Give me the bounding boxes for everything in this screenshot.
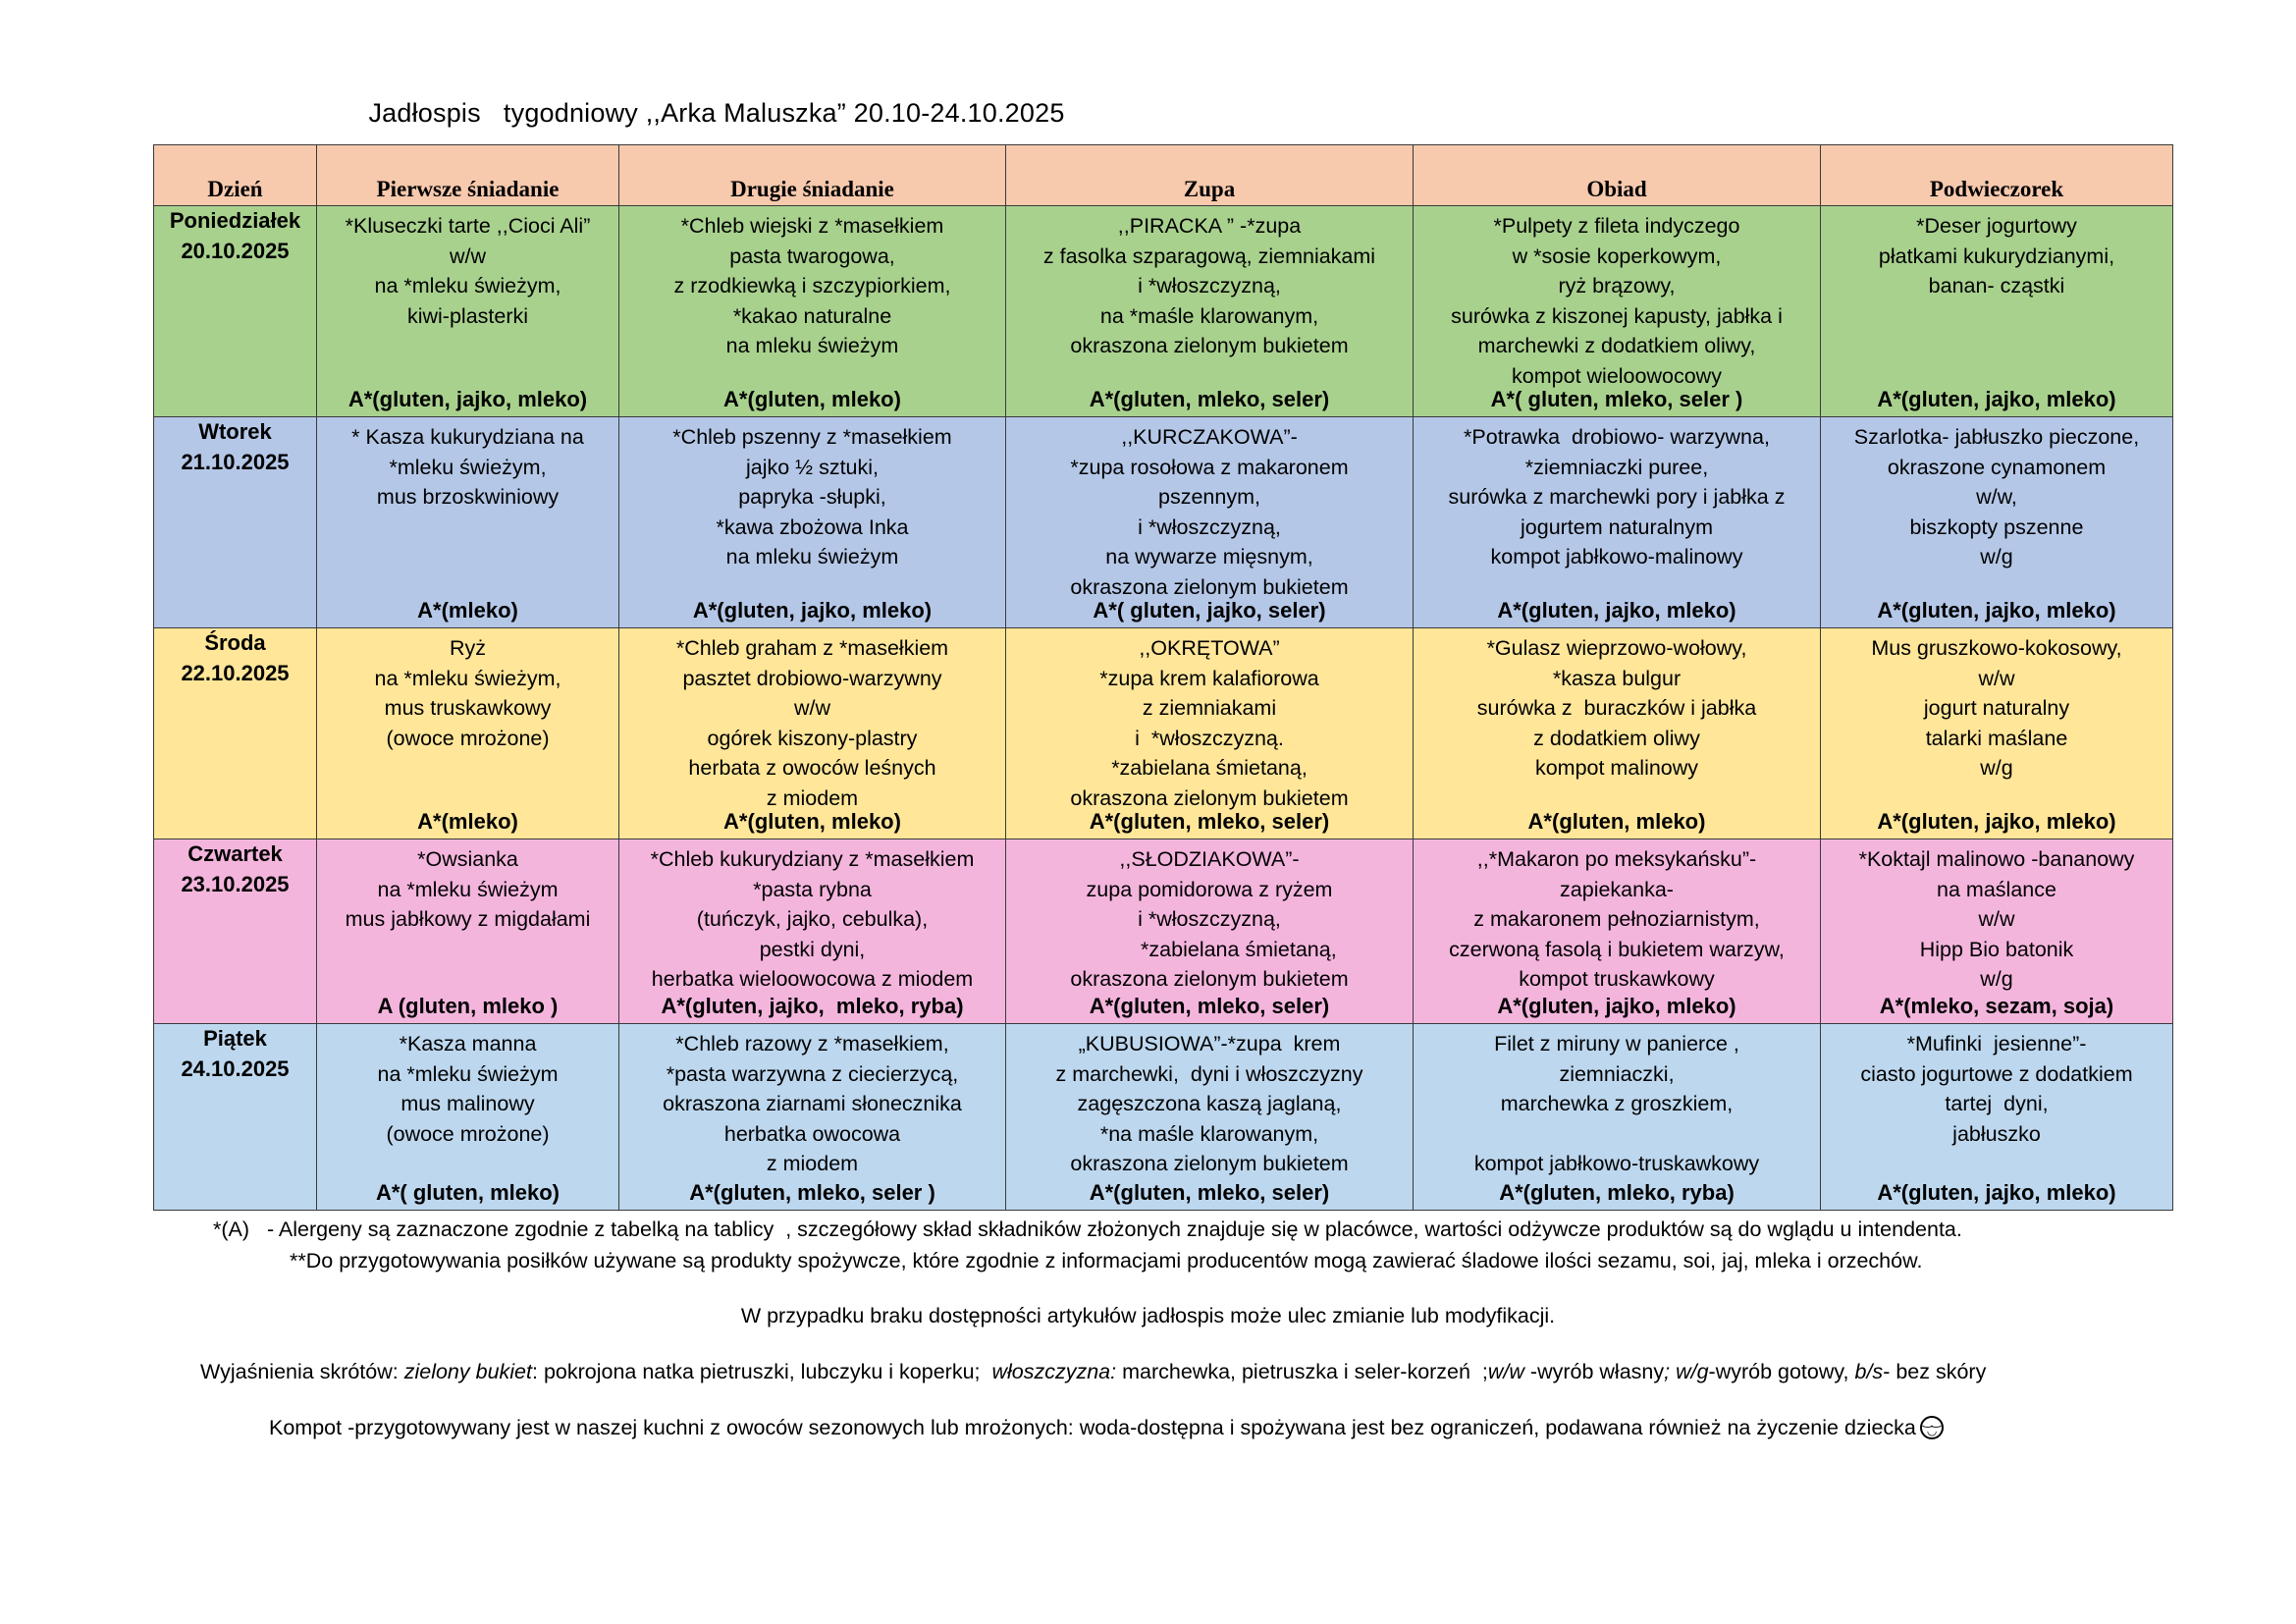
meal-cell-first-breakfast bbox=[317, 628, 619, 839]
day-cell bbox=[154, 628, 317, 839]
meal-line: Filet z miruny w panierce , bbox=[1494, 1032, 1739, 1056]
meal-line: ,,*Makaron po meksykańsku”- bbox=[1476, 847, 1757, 871]
allergen-label: A*(gluten, jajko, mleko) bbox=[1877, 386, 2116, 411]
allergen-label: A*(gluten, mleko) bbox=[723, 386, 901, 411]
meal-line: kompot malinowy bbox=[1534, 756, 1699, 780]
allergen-label: A*(gluten, mleko, seler) bbox=[1089, 808, 1330, 834]
abbrev-def-2: marchewka, pietruszka i seler-korzeń ; bbox=[1116, 1360, 1488, 1383]
meal-line: jogurt naturalny bbox=[1923, 696, 2070, 720]
day-row bbox=[154, 1024, 2173, 1211]
meal-line: w/w bbox=[793, 696, 831, 720]
meal-line: z marchewki, dyni i włoszczyzny bbox=[1055, 1061, 1363, 1086]
meal-line: *zupa krem kalafiorowa bbox=[1099, 666, 1319, 690]
meal-line: *Kasza manna bbox=[399, 1032, 537, 1056]
meal-line: *pasta warzywna z ciecierzycą, bbox=[666, 1061, 959, 1086]
meal-cell-dinner bbox=[1414, 206, 1821, 417]
allergen-label: A*(gluten, jajko, mleko, ryba) bbox=[661, 993, 964, 1018]
meal-line: kompot jabłkowo-truskawkowy bbox=[1473, 1152, 1760, 1175]
abbrev-def-5: - bez skóry bbox=[1883, 1360, 1987, 1383]
meal-cell-soup bbox=[1006, 1024, 1414, 1211]
meal-line: i *włoszczyzną, bbox=[1138, 907, 1281, 931]
meal-line: na *mleku świeżym, bbox=[374, 274, 561, 298]
meal-cell-first-breakfast bbox=[317, 417, 619, 628]
smiley-icon bbox=[1920, 1416, 1944, 1439]
meal-line: *Gulasz wieprzowo-wołowy, bbox=[1486, 636, 1747, 660]
meal-line: pasta twarogowa, bbox=[729, 244, 895, 268]
allergen-label: A*(gluten, mleko, seler) bbox=[1089, 386, 1330, 411]
meal-line: *zupa rosołowa z makaronem bbox=[1070, 455, 1349, 479]
meal-line: *kawa zbożowa Inka bbox=[716, 514, 909, 539]
allergen-label: A*(gluten, jajko, mleko) bbox=[1877, 808, 2116, 834]
allergen-label: A*(gluten, mleko, seler ) bbox=[689, 1179, 935, 1205]
meal-line: talarki maślane bbox=[1925, 726, 2068, 750]
meal-line: okraszona ziarnami słonecznika bbox=[663, 1092, 962, 1115]
note-compote bbox=[269, 1416, 1944, 1440]
meal-line: (owoce mrożone) bbox=[386, 1121, 550, 1146]
meal-cell-second-breakfast bbox=[619, 206, 1006, 417]
day-row bbox=[154, 417, 2173, 628]
meal-line: papryka -słupki, bbox=[738, 485, 886, 509]
allergen-label: A*( gluten, mleko, seler ) bbox=[1490, 386, 1743, 411]
header-first-breakfast: Pierwsze śniadanie bbox=[317, 145, 619, 206]
meal-line: okraszona zielonym bukietem bbox=[1070, 334, 1349, 357]
meal-cell-dinner bbox=[1414, 1024, 1821, 1211]
meal-line: *mleku świeżym, bbox=[389, 455, 547, 479]
allergen-label: A*(gluten, jajko, mleko) bbox=[1497, 597, 1736, 623]
meal-line: *na maśle klarowanym, bbox=[1099, 1121, 1319, 1146]
day-date: 24.10.2025 bbox=[181, 1056, 290, 1081]
meal-line: herbatka owocowa bbox=[723, 1121, 901, 1146]
meal-line: *pasta rybna bbox=[753, 877, 872, 901]
abbrev-term-5: b/s bbox=[1854, 1360, 1884, 1383]
meal-line: w/w, bbox=[1976, 485, 2017, 509]
meal-line: okraszona zielonym bukietem bbox=[1070, 1152, 1349, 1175]
day-cell bbox=[154, 206, 317, 417]
note-availability: W przypadku braku dostępności artykułów jadłospis może ulec zmianie lub modyfikacji. bbox=[740, 1304, 1556, 1327]
abbrev-def-4: -wyrób gotowy, bbox=[1708, 1360, 1855, 1383]
meal-line: ciasto jogurtowe z dodatkiem bbox=[1860, 1061, 2133, 1086]
day-date: 22.10.2025 bbox=[181, 660, 290, 685]
meal-line: z rzodkiewką i szczypiorkiem, bbox=[673, 274, 951, 298]
day-date: 21.10.2025 bbox=[181, 449, 290, 474]
day-row bbox=[154, 206, 2173, 417]
compote-text: Kompot -przygotowywany jest w naszej kuchni z owoców sezonowych lub mrożonych: woda-dostępna i spożywana jest bez ograniczeń, podawana również na życzenie dziecka bbox=[269, 1416, 1916, 1439]
meal-cell-first-breakfast bbox=[317, 1024, 619, 1211]
meal-line: mus brzoskwiniowy bbox=[376, 485, 560, 509]
allergen-label: A*(gluten, mleko, seler) bbox=[1089, 993, 1330, 1018]
meal-line: tartej dyni, bbox=[1945, 1092, 2049, 1115]
meal-line: ,,KURCZAKOWA”- bbox=[1121, 425, 1298, 449]
meal-line: z miodem bbox=[766, 785, 859, 810]
meal-line: w/w bbox=[1978, 666, 2015, 690]
meal-cell-afternoon-snack bbox=[1821, 417, 2173, 628]
meal-line: surówka z marchewki pory i jabłka z bbox=[1448, 485, 1786, 509]
note-abbreviations bbox=[200, 1360, 1986, 1384]
meal-line: surówka z kiszonej kapusty, jabłka i bbox=[1451, 303, 1783, 328]
allergen-label: A*(mleko) bbox=[417, 808, 518, 834]
meal-line: kompot wieloowocowy bbox=[1512, 363, 1722, 388]
meal-cell-soup bbox=[1006, 417, 1414, 628]
allergen-label: A*(gluten, mleko) bbox=[1527, 808, 1706, 834]
meal-line: Szarlotka- jabłuszko pieczone, bbox=[1853, 425, 2140, 449]
abbrev-term-2: włoszczyzna: bbox=[991, 1360, 1117, 1383]
day-row bbox=[154, 628, 2173, 839]
allergen-label: A (gluten, mleko ) bbox=[377, 993, 559, 1018]
meal-line: na mleku świeżym bbox=[725, 334, 899, 357]
meal-line: *ziemniaczki puree, bbox=[1524, 455, 1709, 479]
meal-cell-dinner bbox=[1414, 628, 1821, 839]
allergen-label: A*(gluten, jajko, mleko) bbox=[1877, 597, 2116, 623]
meal-cell-second-breakfast bbox=[619, 417, 1006, 628]
meal-line: w/g bbox=[1980, 756, 2013, 780]
meal-line: biszkopty pszenne bbox=[1909, 514, 2084, 539]
meal-line: i *włoszczyzną, bbox=[1138, 274, 1281, 298]
meal-cell-afternoon-snack bbox=[1821, 628, 2173, 839]
meal-line: na *mleku świeżym bbox=[377, 1061, 559, 1086]
abbrev-term-1: zielony bukiet bbox=[403, 1360, 532, 1383]
allergen-label: A*(gluten, mleko, ryba) bbox=[1499, 1179, 1735, 1205]
meal-line: kompot jabłkowo-malinowy bbox=[1490, 545, 1743, 568]
header-row bbox=[154, 145, 2173, 206]
day-name: Wtorek bbox=[198, 419, 272, 444]
meal-line: okraszona zielonym bukietem bbox=[1070, 574, 1349, 599]
meal-line: herbatka wieloowocowa z miodem bbox=[651, 967, 974, 991]
meal-cell-first-breakfast bbox=[317, 206, 619, 417]
meal-line: kompot truskawkowy bbox=[1519, 967, 1715, 991]
meal-line: marchewka z groszkiem, bbox=[1500, 1092, 1734, 1115]
meal-line: zupa pomidorowa z ryżem bbox=[1086, 877, 1333, 901]
meal-cell-afternoon-snack bbox=[1821, 839, 2173, 1024]
meal-line: czerwoną fasolą i bukietem warzyw, bbox=[1449, 937, 1785, 961]
header-day: Dzień bbox=[154, 145, 317, 206]
day-cell bbox=[154, 417, 317, 628]
meal-line: na *maśle klarowanym, bbox=[1099, 303, 1319, 328]
meal-line: *Chleb pszenny z *masełkiem bbox=[672, 425, 952, 449]
meal-line: mus malinowy bbox=[400, 1092, 535, 1115]
meal-line: surówka z buraczków i jabłka bbox=[1476, 696, 1757, 720]
meal-cell-afternoon-snack bbox=[1821, 206, 2173, 417]
meal-line: „KUBUSIOWA”-*zupa krem bbox=[1078, 1032, 1341, 1056]
meal-line: ,,SŁODZIAKOWA”- bbox=[1119, 847, 1300, 871]
day-cell bbox=[154, 1024, 317, 1211]
meal-line: *Kluseczki tarte ,,Cioci Ali” bbox=[345, 214, 591, 238]
day-name: Poniedziałek bbox=[169, 208, 301, 233]
meal-cell-soup bbox=[1006, 628, 1414, 839]
meal-line: *Potrawka drobiowo- warzywna, bbox=[1464, 425, 1770, 449]
meal-line: w/g bbox=[1980, 967, 2013, 991]
meal-line: jabłuszko bbox=[1952, 1121, 2041, 1146]
meal-line: mus jabłkowy z migdałami bbox=[345, 907, 591, 931]
day-cell bbox=[154, 839, 317, 1024]
meal-line: okraszona zielonym bukietem bbox=[1070, 967, 1349, 991]
meal-line: w *sosie koperkowym, bbox=[1512, 244, 1722, 268]
allergen-label: A*( gluten, mleko) bbox=[375, 1179, 560, 1205]
meal-line: Hipp Bio batonik bbox=[1919, 937, 2074, 961]
abbrev-term-3: w/w bbox=[1487, 1360, 1524, 1383]
meal-line: *Pulpety z fileta indyczego bbox=[1493, 214, 1740, 238]
meal-line: *Owsianka bbox=[417, 847, 518, 871]
meal-line: i *włoszczyzną. bbox=[1135, 726, 1284, 750]
allergen-label: A*(gluten, jajko, mleko) bbox=[347, 386, 588, 411]
header-dinner: Obiad bbox=[1414, 145, 1821, 206]
day-date: 20.10.2025 bbox=[181, 238, 290, 263]
allergen-label: A*(gluten, jajko, mleko) bbox=[692, 597, 933, 623]
page-title: Jadłospis tygodniowy ,,Arka Maluszka” 20.10-24.10.2025 bbox=[368, 98, 1065, 128]
meal-line: banan- cząstki bbox=[1928, 274, 2065, 298]
meal-line: i *włoszczyzną, bbox=[1138, 514, 1281, 539]
meal-line: Ryż bbox=[449, 636, 487, 660]
abbrev-prefix: Wyjaśnienia skrótów: bbox=[200, 1360, 404, 1383]
meal-line: *Chleb wiejski z *masełkiem bbox=[680, 214, 944, 238]
meal-line: *Chleb kukurydziany z *masełkiem bbox=[650, 847, 975, 871]
meal-cell-second-breakfast bbox=[619, 1024, 1006, 1211]
meal-line: okraszone cynamonem bbox=[1887, 455, 2107, 479]
meal-line: *kasza bulgur bbox=[1552, 666, 1682, 690]
meal-line: *kakao naturalne bbox=[732, 303, 892, 328]
allergen-label: A*(mleko) bbox=[417, 597, 518, 623]
meal-line bbox=[1414, 1119, 1820, 1150]
allergen-label: A*(mleko, sezam, soja) bbox=[1879, 993, 2114, 1018]
meal-line: ogórek kiszony-plastry bbox=[707, 726, 918, 750]
abbrev-def-1: : pokrojona natka pietruszki, lubczyku i koperku; bbox=[532, 1360, 992, 1383]
meal-line: *zabielana śmietaną, bbox=[1082, 937, 1337, 961]
header-afternoon-snack: Podwieczorek bbox=[1821, 145, 2173, 206]
day-name: Czwartek bbox=[187, 841, 283, 866]
meal-cell-first-breakfast bbox=[317, 839, 619, 1024]
meal-line: (owoce mrożone) bbox=[386, 726, 550, 750]
meal-line: w/w bbox=[449, 244, 487, 268]
meal-line: Mus gruszkowo-kokosowy, bbox=[1871, 636, 2122, 660]
meal-cell-second-breakfast bbox=[619, 628, 1006, 839]
meal-line: zagęszczona kaszą jaglaną, bbox=[1077, 1092, 1342, 1115]
meal-line: ,,PIRACKA ” -*zupa bbox=[1117, 214, 1302, 238]
day-name: Piątek bbox=[203, 1026, 267, 1051]
meal-line: kiwi-plasterki bbox=[406, 303, 529, 328]
meal-line: *Chleb graham z *masełkiem bbox=[675, 636, 949, 660]
note-traces: **Do przygotowywania posiłków używane są produkty spożywcze, które zgodnie z informacjami producentów mogą zawierać śladowe ilości sezamu, soi, jaj, mleka i orzechów. bbox=[290, 1249, 1923, 1272]
meal-line: z dodatkiem oliwy bbox=[1533, 726, 1700, 750]
meal-line: marchewki z dodatkiem oliwy, bbox=[1477, 334, 1756, 357]
meal-line: pestki dyni, bbox=[759, 937, 866, 961]
meal-line: w/w bbox=[1978, 907, 2015, 931]
meal-line: okraszona zielonym bukietem bbox=[1070, 785, 1349, 810]
meal-line: ryż brązowy, bbox=[1558, 274, 1676, 298]
allergen-label: A*( gluten, jajko, seler) bbox=[1093, 597, 1326, 623]
meal-line: zapiekanka- bbox=[1560, 877, 1674, 901]
meal-cell-afternoon-snack bbox=[1821, 1024, 2173, 1211]
meal-cell-soup bbox=[1006, 839, 1414, 1024]
meal-line: z ziemniakami bbox=[1142, 696, 1277, 720]
meal-line: na mleku świeżym bbox=[725, 545, 899, 568]
day-date: 23.10.2025 bbox=[181, 871, 290, 896]
day-name: Środa bbox=[204, 630, 266, 655]
header-soup: Zupa bbox=[1006, 145, 1414, 206]
meal-cell-second-breakfast bbox=[619, 839, 1006, 1024]
meal-line: *Deser jogurtowy bbox=[1916, 214, 2077, 238]
meal-cell-dinner bbox=[1414, 417, 1821, 628]
meal-line: na wywarze mięsnym, bbox=[1105, 545, 1313, 568]
meal-line: *Mufinki jesienne”- bbox=[1906, 1032, 2087, 1056]
menu-table bbox=[153, 144, 2173, 1211]
day-row bbox=[154, 839, 2173, 1024]
meal-line: w/g bbox=[1980, 545, 2013, 568]
meal-line: na *mleku świeżym, bbox=[374, 666, 561, 690]
meal-line: jajko ½ sztuki, bbox=[745, 455, 880, 479]
allergen-label: A*(gluten, mleko, seler) bbox=[1089, 1179, 1330, 1205]
meal-line: mus truskawkowy bbox=[384, 696, 552, 720]
meal-line: *Koktajl malinowo -bananowy bbox=[1858, 847, 2135, 871]
abbrev-def-3: -wyrób własny bbox=[1523, 1360, 1665, 1383]
allergen-label: A*(gluten, jajko, mleko) bbox=[1497, 993, 1736, 1018]
allergen-label: A*(gluten, jajko, mleko) bbox=[1877, 1179, 2116, 1205]
meal-cell-soup bbox=[1006, 206, 1414, 417]
abbrev-term-4: ; w/g bbox=[1664, 1360, 1709, 1383]
meal-line: z miodem bbox=[766, 1152, 859, 1175]
meal-line: ,,OKRĘTOWA” bbox=[1139, 636, 1280, 660]
meal-line: pasztet drobiowo-warzywny bbox=[682, 666, 942, 690]
meal-cell-dinner bbox=[1414, 839, 1821, 1024]
meal-line: * Kasza kukurydziana na bbox=[351, 425, 584, 449]
meal-line: jogurtem naturalnym bbox=[1521, 514, 1713, 539]
note-allergens: *(A) - Alergeny są zaznaczone zgodnie z tabelką na tablicy , szczegółowy skład składników złożonych znajduje się w placówce, wartości odżywcze produktów są do wglądu u intendenta. bbox=[213, 1218, 1962, 1241]
meal-line: *Chleb razowy z *masełkiem, bbox=[675, 1032, 949, 1056]
meal-line: z fasolka szparagową, ziemniakami bbox=[1042, 244, 1376, 268]
meal-line: herbata z owoców leśnych bbox=[688, 756, 936, 780]
meal-line: z makaronem pełnoziarnistym, bbox=[1473, 907, 1760, 931]
meal-line: na *mleku świeżym bbox=[377, 877, 559, 901]
meal-line: (tuńczyk, jajko, cebulka), bbox=[696, 907, 929, 931]
meal-line: na maślance bbox=[1937, 877, 2056, 901]
meal-line: ziemniaczki, bbox=[1559, 1061, 1675, 1086]
header-second-breakfast: Drugie śniadanie bbox=[619, 145, 1006, 206]
meal-line: płatkami kukurydzianymi, bbox=[1878, 244, 2115, 268]
allergen-label: A*(gluten, mleko) bbox=[723, 808, 901, 834]
meal-line: pszennym, bbox=[1158, 485, 1260, 509]
meal-line: *zabielana śmietaną, bbox=[1111, 756, 1308, 780]
